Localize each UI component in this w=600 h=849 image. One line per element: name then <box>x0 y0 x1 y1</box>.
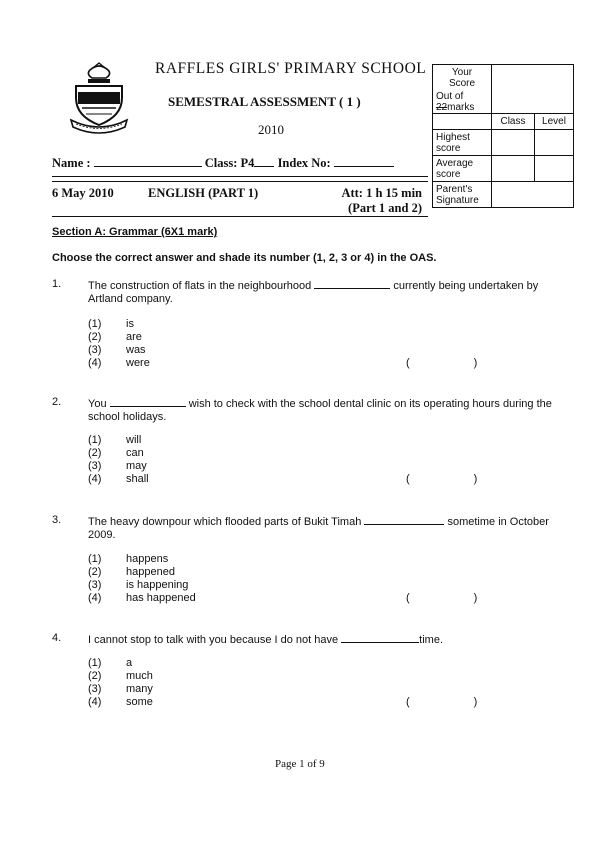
stem-before: I cannot stop to talk with you because I do not have <box>88 634 339 646</box>
option-1[interactable]: (1) will <box>88 434 142 446</box>
option-2[interactable]: (2) much <box>88 670 153 682</box>
average-level-cell[interactable] <box>535 156 574 182</box>
highest-class-cell[interactable] <box>492 130 535 156</box>
index-blank[interactable] <box>334 154 394 167</box>
highest-score-label: Highest score <box>433 130 492 156</box>
question-number: 1. <box>52 278 62 290</box>
average-class-cell[interactable] <box>492 156 535 182</box>
answer-blank <box>341 632 419 643</box>
school-crest-logo <box>68 62 130 134</box>
divider <box>52 176 428 177</box>
close-bracket: ) <box>473 473 478 485</box>
option-4[interactable]: (4) some <box>88 696 153 708</box>
option-1[interactable]: (1) happens <box>88 553 169 565</box>
option-2[interactable]: (2) can <box>88 447 144 459</box>
option-4[interactable]: (4) has happened <box>88 592 196 604</box>
option-2[interactable]: (2) happened <box>88 566 175 578</box>
level-header: Level <box>535 114 574 130</box>
answer-brackets[interactable] <box>406 473 477 485</box>
question-stem <box>88 396 558 424</box>
class-blank[interactable] <box>254 154 274 167</box>
options-list <box>88 657 153 709</box>
stem-after: currently being undertaken by Artland company. <box>88 280 539 305</box>
option-1[interactable]: (1) a <box>88 657 133 669</box>
option-3[interactable]: (3) may <box>88 460 147 472</box>
instruction-text: Choose the correct answer and shade its number (1, 2, 3 or 4) in the OAS. <box>52 252 437 264</box>
open-bracket: ( <box>406 696 410 708</box>
option-3[interactable]: (3) was <box>88 344 146 356</box>
answer-blank <box>110 396 186 407</box>
duration-line-2: (Part 1 and 2) <box>348 201 422 215</box>
out-of-suffix: marks <box>447 102 475 113</box>
exam-duration <box>318 186 422 216</box>
question-stem <box>88 514 558 542</box>
open-bracket: ( <box>406 357 410 369</box>
option-4[interactable]: (4) shall <box>88 473 149 485</box>
answer-blank <box>314 278 390 289</box>
options-list <box>88 553 196 605</box>
stem-after: wish to check with the school dental clinic on its operating hours during the school holidays. <box>88 398 552 423</box>
score-box <box>432 64 574 208</box>
exam-subject: ENGLISH (PART 1) <box>148 186 259 200</box>
question-number: 4. <box>52 632 62 644</box>
close-bracket: ) <box>473 357 478 369</box>
stem-after: sometime in October 2009. <box>88 516 549 541</box>
answer-brackets[interactable] <box>406 592 477 604</box>
student-info-row <box>52 154 430 171</box>
option-3[interactable]: (3) is happening <box>88 579 189 591</box>
out-of-label <box>436 91 488 113</box>
stem-before: You <box>88 398 107 410</box>
question-number: 2. <box>52 396 62 408</box>
option-1[interactable]: (1) is <box>88 318 134 330</box>
average-score-label: Average score <box>433 156 492 182</box>
divider <box>52 216 428 217</box>
blank-cell <box>433 114 492 130</box>
answer-brackets[interactable] <box>406 696 477 708</box>
exam-date: 6 May 2010 <box>52 186 114 200</box>
close-bracket: ) <box>473 592 478 604</box>
divider <box>52 181 428 182</box>
question-number: 3. <box>52 514 62 526</box>
stem-before: The heavy downpour which flooded parts of Bukit Timah <box>88 516 362 528</box>
section-title: Section A: Grammar (6X1 mark) <box>52 226 218 238</box>
out-of-prefix: Out of <box>436 91 464 102</box>
name-label: Name : <box>52 156 91 170</box>
open-bracket: ( <box>406 473 410 485</box>
assessment-title: SEMESTRAL ASSESSMENT ( 1 ) <box>168 94 361 109</box>
duration-line-1: Att: 1 h 15 min <box>341 186 422 200</box>
options-list <box>88 434 149 486</box>
stem-before: The construction of flats in the neighbourhood <box>88 280 312 292</box>
options-list <box>88 318 150 370</box>
question-stem <box>88 278 558 306</box>
option-2[interactable]: (2) are <box>88 331 142 343</box>
your-score-label: Your Score <box>448 67 476 89</box>
stem-after: time. <box>419 634 444 646</box>
class-label: Class: P4 <box>204 156 255 170</box>
open-bracket: ( <box>406 592 410 604</box>
your-score-value-cell[interactable] <box>492 65 574 114</box>
parent-signature-cell[interactable] <box>492 182 574 208</box>
answer-brackets[interactable] <box>406 357 477 369</box>
exam-year: 2010 <box>258 122 284 137</box>
your-score-label-cell <box>433 65 492 114</box>
highest-level-cell[interactable] <box>535 130 574 156</box>
school-name: RAFFLES GIRLS' PRIMARY SCHOOL <box>155 60 427 77</box>
index-label: Index No: <box>277 156 331 170</box>
option-3[interactable]: (3) many <box>88 683 153 695</box>
answer-blank <box>364 514 444 525</box>
name-blank[interactable] <box>94 154 202 167</box>
out-of-struck-number: 22 <box>436 102 448 113</box>
question-stem <box>88 632 558 647</box>
close-bracket: ) <box>473 696 478 708</box>
parent-signature-label: Parent's Signature <box>433 182 492 208</box>
class-header: Class <box>492 114 535 130</box>
option-4[interactable]: (4) were <box>88 357 150 369</box>
page-number: Page 1 of 9 <box>275 758 325 770</box>
